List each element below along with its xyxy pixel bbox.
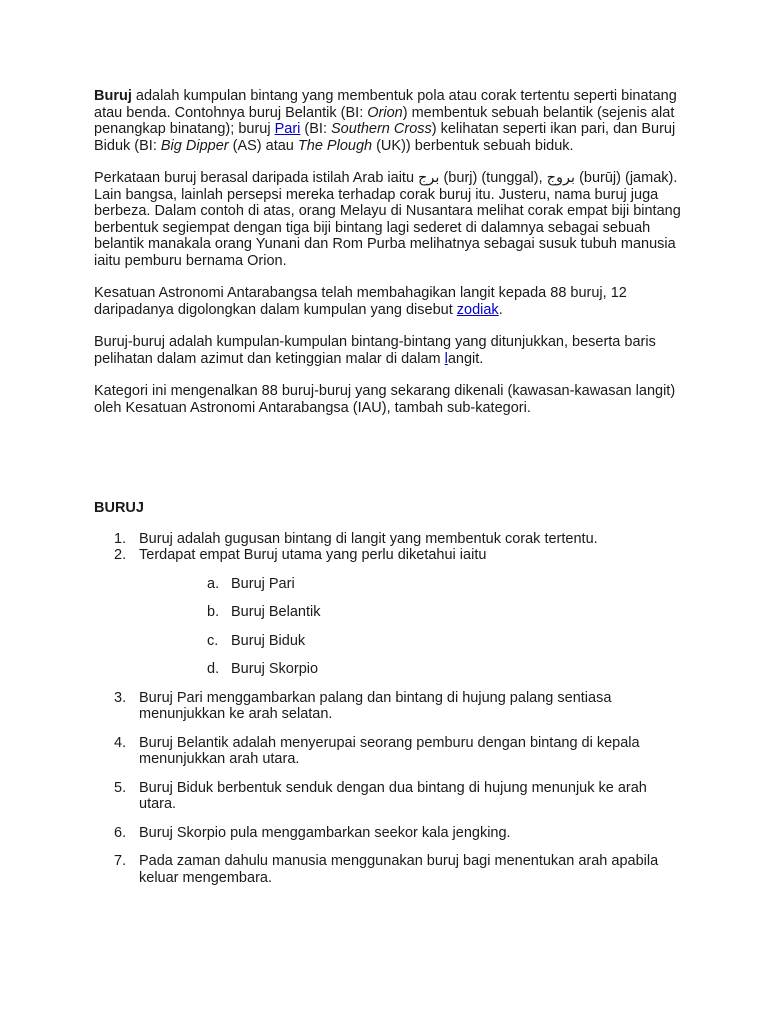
intro-paragraph-4	[94, 334, 684, 367]
italic-southern-cross: Southern Cross	[331, 121, 432, 137]
sublist-item	[139, 576, 684, 593]
italic-big-dipper: Big Dipper	[160, 137, 229, 154]
list-number: 2.	[114, 547, 127, 563]
sublist-item-text: Buruj Biduk	[231, 632, 306, 649]
list-item-text: Pada zaman dahulu manusia menggunakan buruj bagi menentukan arah apabila keluar mengembara.	[139, 853, 659, 886]
sublist-item	[139, 633, 684, 650]
section-heading: BURUJ	[94, 500, 144, 516]
text-span: (BI:	[300, 121, 332, 137]
intro-paragraph-1	[94, 88, 684, 154]
list-item	[94, 735, 684, 768]
sublist-letter: a.	[207, 575, 220, 592]
italic-the-plough: The Plough	[297, 137, 373, 154]
list-number: 7.	[114, 853, 127, 869]
list-item-text: Buruj Skorpio pula menggambarkan seekor kala jengking.	[139, 824, 511, 841]
sublist-item-text: Buruj Pari	[231, 575, 295, 592]
pari-link[interactable]: Pari	[274, 121, 301, 137]
list-item	[94, 547, 684, 678]
list-item-text: Buruj Belantik adalah menyerupai seorang pemburu dengan bintang di kepala menunjukkan arah utara.	[139, 734, 640, 767]
list-item-text: Buruj Biduk berbentuk senduk dengan dua bintang di hujung menunjuk ke arah utara.	[139, 779, 647, 812]
sublist-letter: c.	[207, 632, 219, 649]
list-item	[94, 825, 684, 842]
text-span: adalah kumpulan bintang yang membentuk pola atau corak tertentu seperti binatang atau benda. Contohnya buruj Belantik (BI:	[94, 88, 677, 121]
list-number: 6.	[114, 824, 127, 841]
list-item	[94, 853, 684, 886]
sublist-item	[139, 661, 684, 678]
list-item-text: Buruj Pari menggambarkan palang dan bintang di hujung palang sentiasa menunjukkan ke arah selatan.	[139, 689, 612, 722]
sublist-letter: b.	[207, 604, 220, 620]
document-page	[94, 88, 684, 886]
term-buruj: Buruj	[94, 88, 132, 104]
text-span: Buruj-buruj adalah kumpulan-kumpulan bintang-bintang yang ditunjukkan, beserta baris pelihatan dalam azimut dan ketinggian malar di dalam	[94, 334, 656, 367]
text-span: (AS) atau	[228, 137, 298, 154]
text-span: ) kelihatan seperti ikan pari, dan Buruj Biduk (BI:	[94, 121, 676, 154]
list-item	[94, 531, 684, 548]
italic-orion: Orion	[367, 104, 403, 121]
text-span: ) membentuk sebuah belantik (sejenis alat penangkap binatang); buruj	[94, 104, 675, 137]
intro-paragraph-2: Perkataan buruj berasal daripada istilah Arab iaitu برج (burj) (tunggal), بروج (burūj) (jamak). Lain bangsa, lainlah persepsi mereka terhadap corak buruj itu. Justeru, nama buruj juga berbeza. Dalam contoh di atas, orang Melayu di Nusantara melihat corak empat biji bintang berbentuk segiempat dengan tiga biji bintang lagi sederet di dalamnya sebagai sebuah belantik manakala orang Yunani dan Rom Purba melihatnya sebagai susuk tubuh manusia iaitu pemburu bernama Orion.	[94, 170, 681, 269]
intro-paragraph-5: Kategori ini mengenalkan 88 buruj-buruj yang sekarang dikenali (kawasan-kawasan langit) oleh Kesatuan Astronomi Antarabangsa (IAU), tambah sub-kategori.	[94, 383, 676, 416]
sublist-item	[139, 604, 684, 621]
list-number: 4.	[114, 734, 127, 751]
zodiak-link[interactable]: zodiak	[456, 301, 499, 318]
list-item	[94, 690, 684, 723]
text-span: Kesatuan Astronomi Antarabangsa telah membahagikan langit kepada 88 buruj, 12 daripadanya digolongkan dalam kumpulan yang disebut	[94, 285, 627, 318]
list-number: 5.	[114, 779, 127, 796]
list-item-text: Terdapat empat Buruj utama yang perlu diketahui iaitu	[139, 547, 487, 563]
list-item-text: Buruj adalah gugusan bintang di langit yang membentuk corak tertentu.	[139, 530, 598, 547]
text-span: (UK)) berbentuk sebuah biduk.	[372, 137, 574, 154]
sublist-item-text: Buruj Belantik	[231, 604, 321, 620]
intro-paragraph-3	[94, 285, 684, 318]
langit-link[interactable]: l	[444, 350, 448, 367]
list-number: 3.	[114, 689, 127, 706]
list-number: 1.	[114, 530, 127, 547]
text-span: .	[498, 301, 503, 318]
list-item	[94, 780, 684, 813]
numbered-list	[94, 531, 684, 887]
text-span: angit.	[447, 350, 484, 367]
sublist-letter: d.	[207, 661, 220, 677]
sublist-item-text: Buruj Skorpio	[231, 661, 319, 677]
lettered-sublist	[139, 576, 684, 678]
